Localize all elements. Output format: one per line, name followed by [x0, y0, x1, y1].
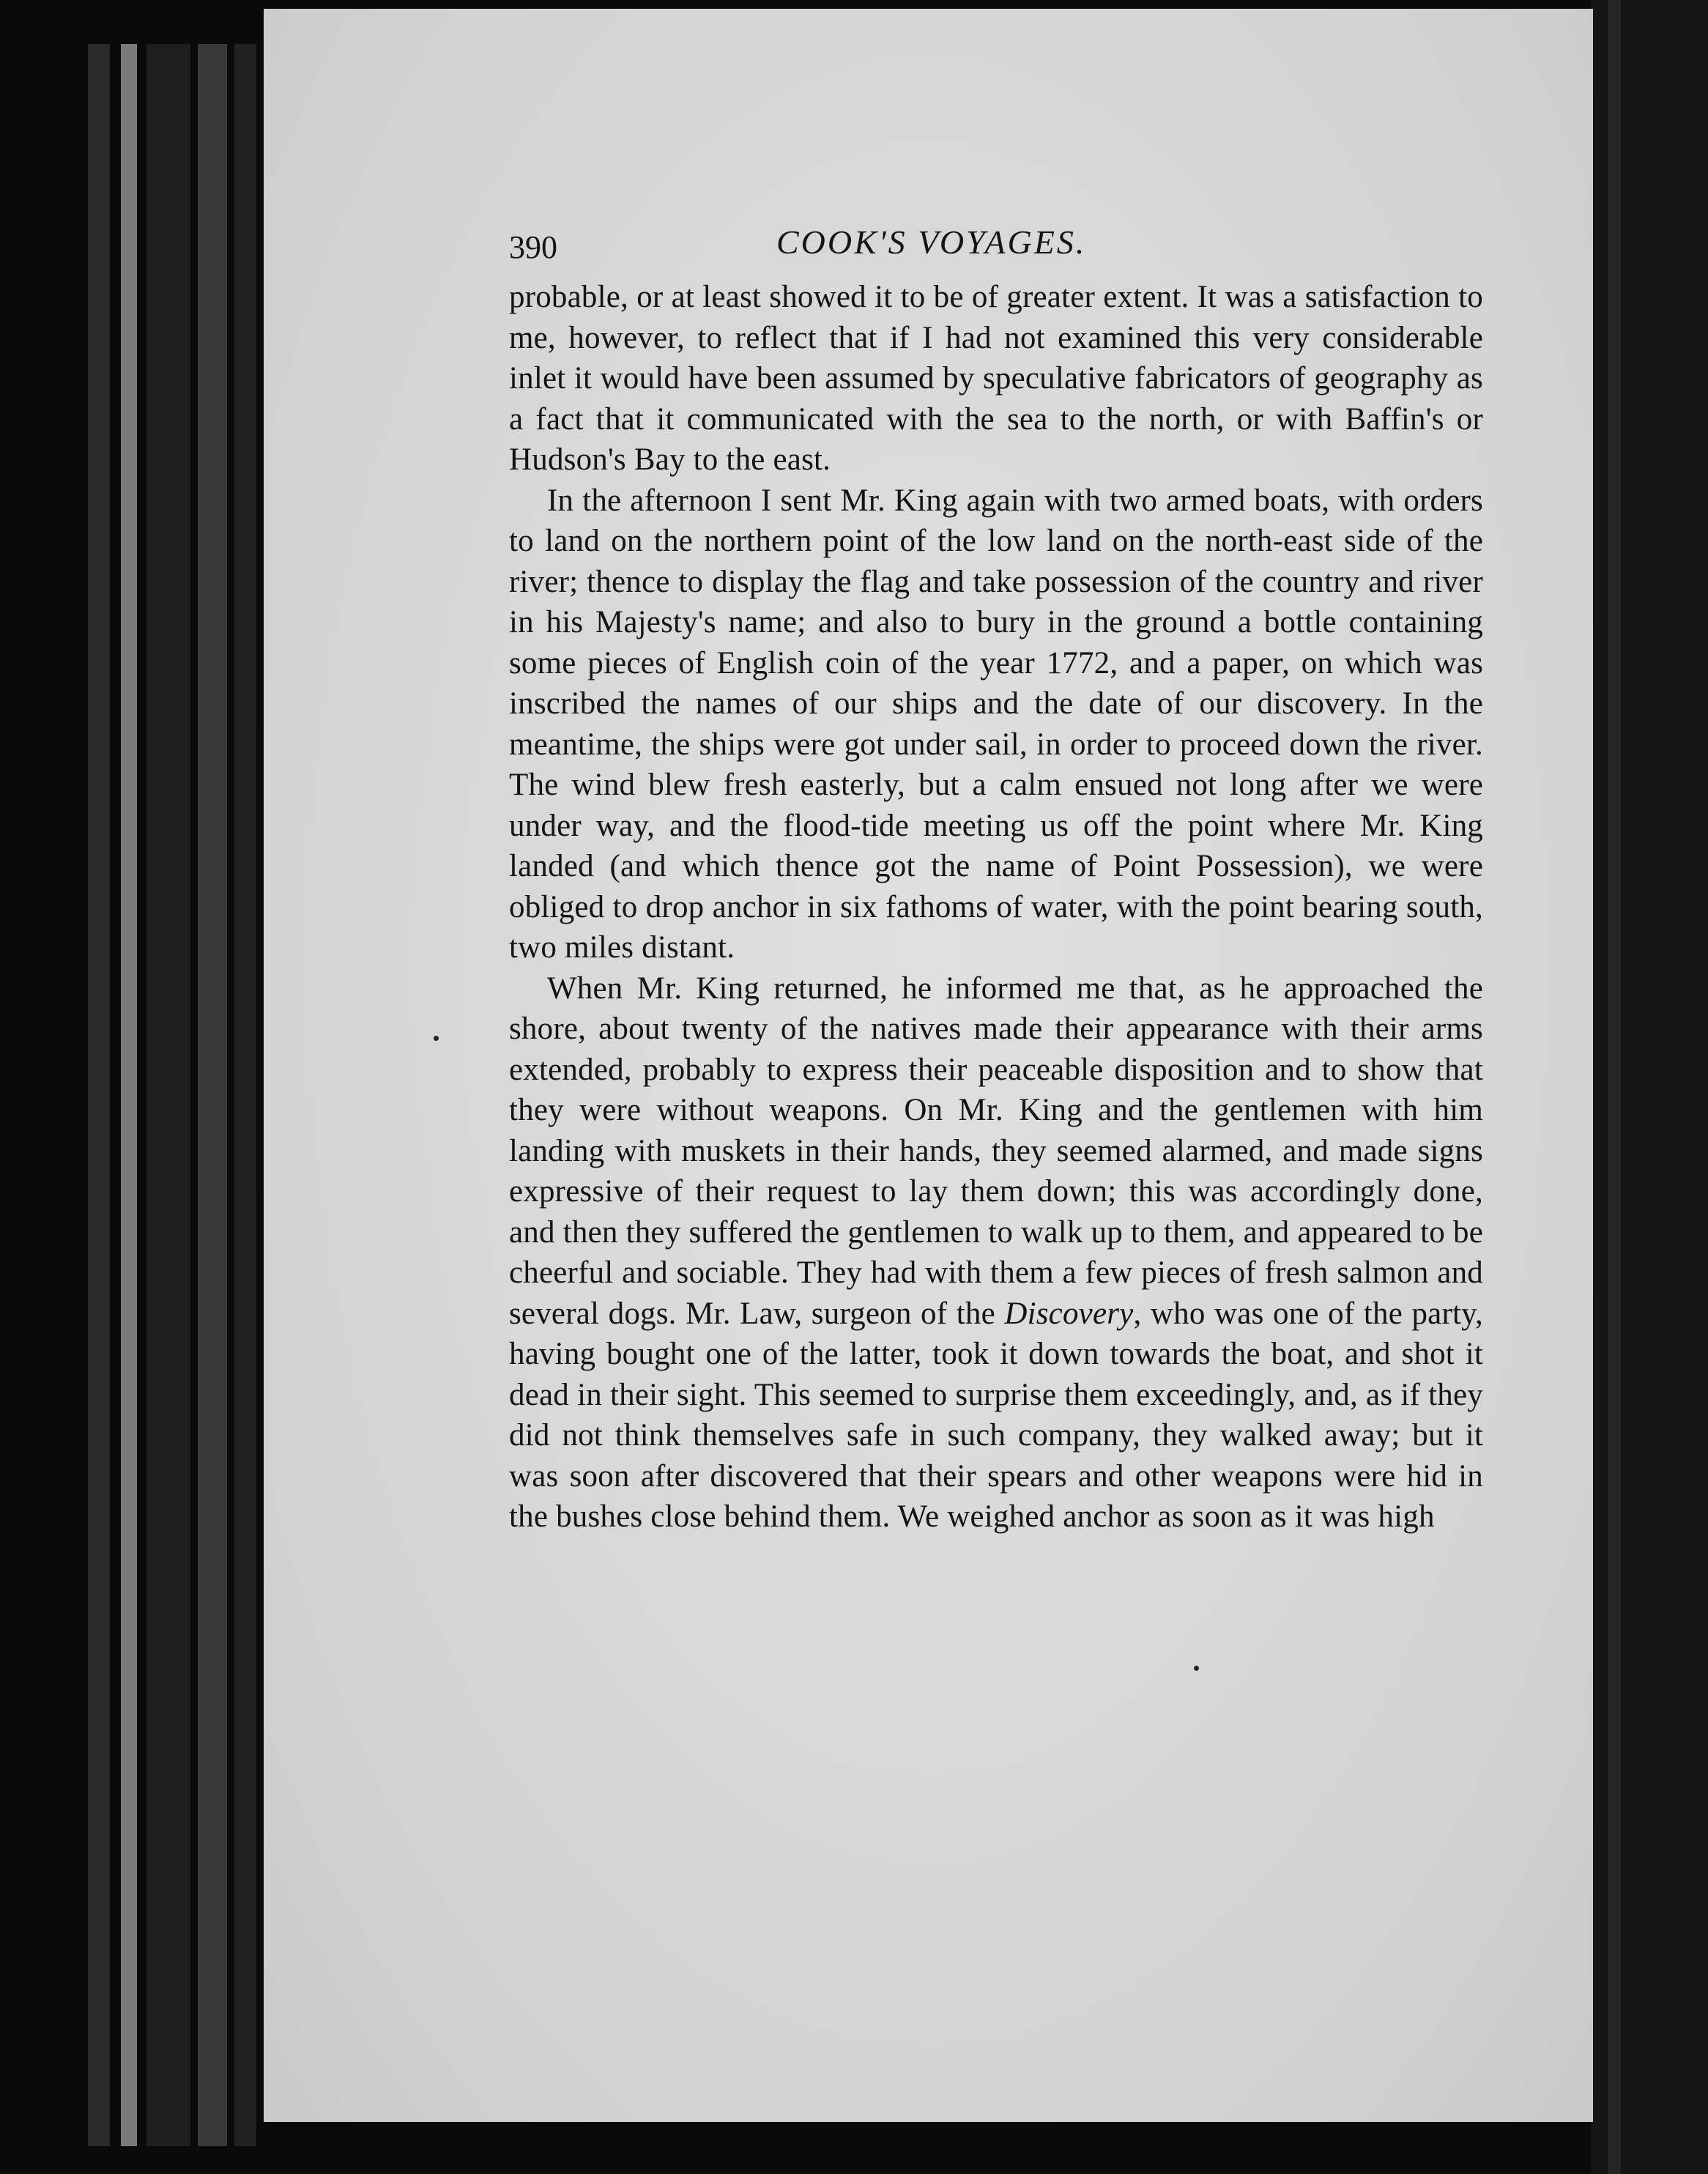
paragraph-text: , who was one of the party, having bought one of the latter, took it down towards the boat, and shot it dead in their sight. This seemed to surprise them exceedingly, and, as if they did not think themselves safe in such company, they walked away; but it was soon after discovered that their spears and other weapons were hid in the bushes close behind them. We weighed anchor as soon as it was high	[509, 1296, 1483, 1534]
text-block	[509, 215, 1483, 1537]
scan-speck	[1194, 1666, 1199, 1671]
paragraph: probable, or at least showed it to be of greater extent. It was a satisfaction to me, however, to reflect that if I had not examined this very considerable inlet it would have been assumed by speculative fabricators of geography as a fact that it communicated with the sea to the north, or with Baffin's or Hudson's Bay to the east.	[509, 280, 1483, 477]
page-number: 390	[509, 229, 557, 265]
scan-speck	[434, 1036, 439, 1041]
running-title: COOK'S VOYAGES.	[776, 223, 1087, 261]
ship-name: Discovery	[1004, 1296, 1134, 1331]
page-gutter	[1608, 0, 1621, 2174]
paragraph	[509, 968, 1483, 1537]
page-edge	[198, 44, 227, 2146]
paragraph: In the afternoon I sent Mr. King again with two armed boats, with orders to land on the northern point of the low land on the north-east side of the river; thence to display the flag and take possession of the country and river in his Majesty's name; and also to bury in the ground a bottle containing some pieces of English coin of the year 1772, and a paper, on which was inscribed the names of our ships and the date of our discovery. In the meantime, the ships were got under sail, in order to proceed down the river. The wind blew fresh easterly, but a calm ensued not long after we were under way, and the flood-tide meeting us off the point where Mr. King landed (and which thence got the name of Point Possession), we were obliged to drop anchor in six fathoms of water, with the point bearing south, two miles distant.	[509, 483, 1483, 965]
book-page	[264, 9, 1593, 2122]
running-head	[509, 215, 1483, 267]
page-edge	[88, 44, 110, 2146]
paragraph-text: When Mr. King returned, he informed me that, as he approached the shore, about twenty of the natives made their appearance with their arms extended, probably to express their peaceable disposition and to show that they were without weapons. On Mr. King and the gentlemen with him landing with muskets in their hands, they seemed alarmed, and made signs expressive of their request to lay them down; this was accordingly done, and then they suffered the gentlemen to walk up to them, and appeared to be cheerful and sociable. They had with them a few pieces of fresh salmon and several dogs. Mr. Law, surgeon of the	[509, 971, 1483, 1331]
page-edge	[234, 44, 256, 2146]
page-edge	[146, 44, 190, 2146]
page-edge	[121, 44, 137, 2146]
body-text	[509, 277, 1483, 1537]
